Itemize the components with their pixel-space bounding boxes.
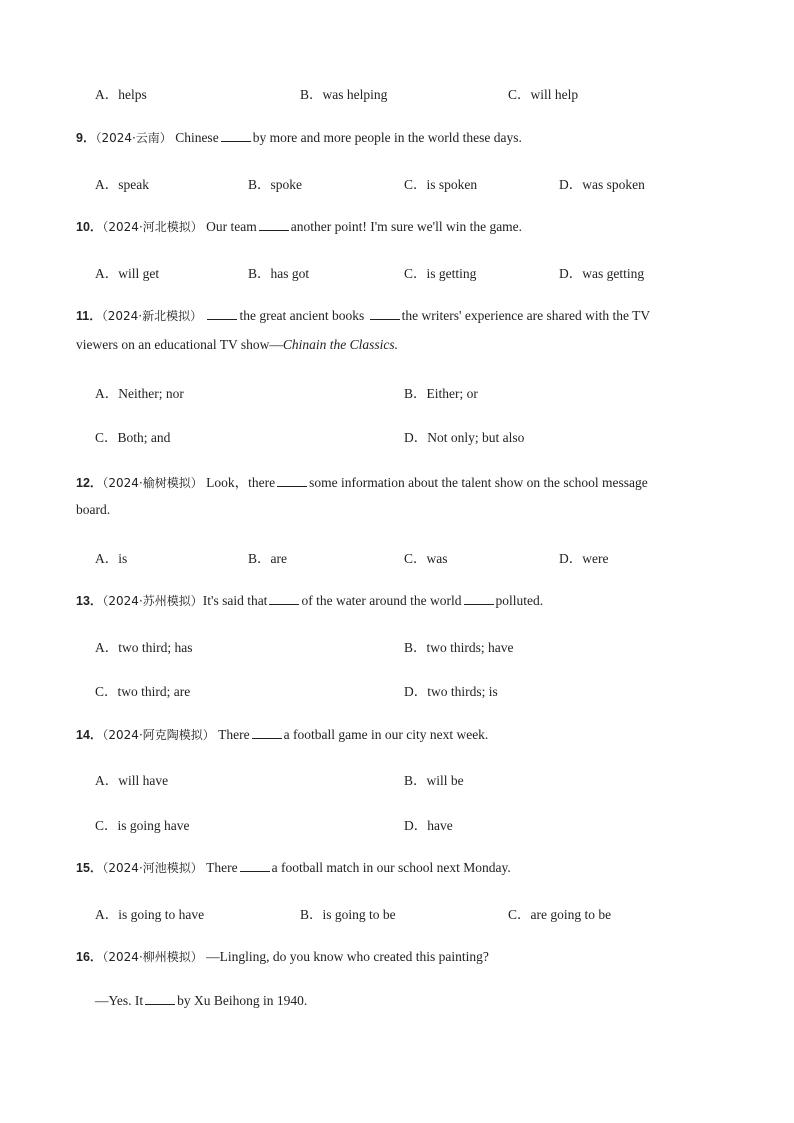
q15-text-a: There: [206, 860, 238, 875]
q15-text-b: a football match in our school next Monday.: [271, 860, 511, 875]
q16-text-c: by Xu Beihong in 1940.: [177, 993, 308, 1008]
q12-number: 12．: [76, 476, 103, 490]
q10-text-a: Our team: [206, 219, 257, 234]
q13-blank-2: [464, 592, 494, 605]
q16-blank: [145, 992, 175, 1005]
q13-source: （2024·苏州模拟）: [102, 594, 203, 608]
q9-source: （2024·云南）: [95, 131, 172, 145]
q15-blank: [240, 859, 270, 872]
q11-option-a: A．Neither; nor: [95, 386, 184, 401]
q14-source: （2024·阿克陶模拟）: [102, 728, 215, 742]
q9-text-a: Chinese: [175, 130, 219, 145]
q16-answer-line: [95, 992, 307, 1009]
q9-option-a: A．speak: [95, 177, 149, 192]
q16-text-b: —Yes. It: [95, 993, 144, 1008]
q12-stem: [76, 471, 648, 491]
q14-number: 14．: [76, 728, 103, 742]
q10-option-c: C．is getting: [404, 266, 477, 281]
q9-option-c: C．is spoken: [404, 177, 478, 192]
q8-option-c: C．will help: [508, 87, 579, 102]
q14-blank: [252, 726, 282, 739]
q14-text-b: a football game in our city next week.: [283, 727, 489, 742]
q15-stem: [76, 858, 511, 876]
q13-option-b: B．two thirds; have: [404, 640, 514, 655]
q16-text-a: —Lingling, do you know who created this painting?: [206, 949, 489, 964]
q11-text-b: the writers' experience are shared with the TV: [401, 308, 651, 323]
q8-option-a: A．helps: [95, 87, 147, 102]
q13-option-c: C．two third; are: [95, 684, 191, 699]
q11-source: （2024·新北模拟）: [101, 309, 203, 323]
q12-source: （2024·榆树模拟）: [102, 476, 203, 490]
q11-stem-continued: [76, 337, 398, 353]
q14-stem: [76, 725, 488, 743]
q10-option-d: D．was getting: [559, 266, 645, 281]
q10-source: （2024·河北模拟）: [102, 220, 203, 234]
q9-option-d: D．was spoken: [559, 177, 645, 192]
q11-option-c: C．Both; and: [95, 430, 171, 445]
q10-text-b: another point! I'm sure we'll win the game.: [290, 219, 523, 234]
q15-number: 15．: [76, 861, 103, 875]
q13-text-a: It's said that: [202, 593, 268, 608]
q13-number: 13．: [76, 594, 103, 608]
q11-blank-1: [207, 307, 237, 320]
q11-blank-2: [370, 307, 400, 320]
q11-stem: [76, 306, 650, 324]
q16-number: 16．: [76, 950, 103, 964]
q13-stem: [76, 591, 543, 609]
q13-text-c: polluted.: [495, 593, 544, 608]
q13-blank-1: [269, 592, 299, 605]
q14-option-d: D．have: [404, 818, 453, 833]
q16-stem: [76, 947, 489, 965]
q11-number: 11．: [76, 309, 102, 323]
q15-option-c: C．are going to be: [508, 907, 612, 922]
q12-option-c: C．was: [404, 551, 448, 566]
q13-option-d: D．two thirds; is: [404, 684, 498, 699]
q10-option-a: A．will get: [95, 266, 160, 281]
q12-option-a: A．is: [95, 551, 128, 566]
q12-option-d: D．were: [559, 551, 609, 566]
q12-text-b: some information about the talent show on the school message: [309, 475, 648, 490]
q8-option-b: B．was helping: [300, 87, 388, 102]
q9-number: 9．: [76, 131, 96, 145]
q14-option-b: B．will be: [404, 773, 464, 788]
q10-blank: [259, 218, 289, 231]
q12-option-b: B．are: [248, 551, 287, 566]
q13-option-a: A．two third; has: [95, 640, 193, 655]
q11-text-a: the great ancient books: [239, 308, 365, 323]
q14-option-a: A．will have: [95, 773, 169, 788]
q11-text-c: viewers on an educational TV show—: [76, 337, 283, 352]
q15-option-a: A．is going to have: [95, 907, 205, 922]
q10-number: 10．: [76, 220, 103, 234]
q10-option-b: B．has got: [248, 266, 310, 281]
q14-text-a: There: [218, 727, 250, 742]
q9-option-b: B．spoke: [248, 177, 302, 192]
q16-source: （2024·柳州模拟）: [102, 950, 203, 964]
q9-text-b: by more and more people in the world these days.: [252, 130, 522, 145]
q11-option-b: B．Either; or: [404, 386, 478, 401]
q12-stem-continued: board.: [76, 502, 111, 517]
q12-blank: [277, 474, 307, 487]
q14-option-c: C．is going have: [95, 818, 190, 833]
q15-option-b: B．is going to be: [300, 907, 396, 922]
q9-blank: [221, 129, 251, 142]
q15-source: （2024·河池模拟）: [102, 861, 203, 875]
q11-option-d: D．Not only; but also: [404, 430, 525, 445]
q9-stem: [76, 128, 522, 146]
q11-show-title: Chinain the Classics.: [282, 337, 398, 352]
q12-text-a: Look，there: [206, 475, 276, 490]
q13-text-b: of the water around the world: [301, 593, 462, 608]
q10-stem: [76, 217, 522, 235]
